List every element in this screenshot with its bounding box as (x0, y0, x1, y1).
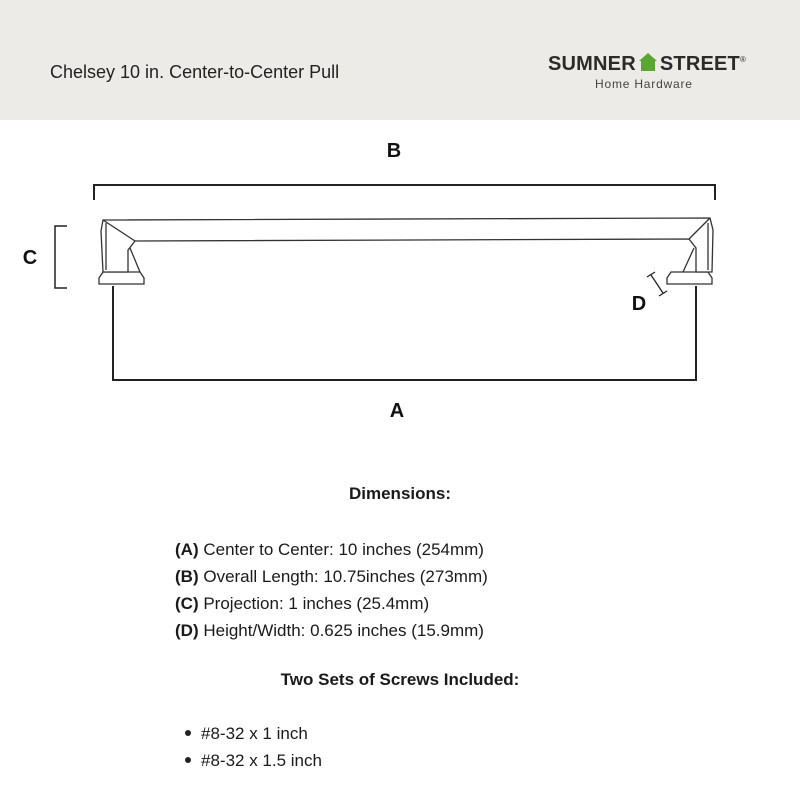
screw-text: #8-32 x 1.5 inch (201, 751, 322, 770)
dimension-b-bracket (94, 185, 715, 200)
dimension-key: (B) (175, 567, 199, 586)
bullet-icon (185, 730, 191, 736)
dimension-text: Projection: 1 inches (25.4mm) (203, 594, 430, 613)
dimension-key: (C) (175, 594, 199, 613)
pull-dimension-diagram (0, 120, 800, 450)
dimension-key: (A) (175, 540, 199, 559)
screws-heading: Two Sets of Screws Included: (280, 670, 520, 689)
dimension-item-d (175, 617, 488, 644)
dimension-text: Center to Center: 10 inches (254mm) (203, 540, 484, 559)
registered-mark: ® (739, 55, 747, 64)
dimension-item-c (175, 590, 488, 617)
screw-text: #8-32 x 1 inch (201, 724, 308, 743)
screw-item (185, 720, 322, 747)
logo-wordmark (548, 52, 746, 78)
dimension-key: (D) (175, 621, 199, 640)
logo-word-left: SUMNER (548, 53, 636, 75)
dimension-c-bracket (55, 226, 67, 288)
label-a: A (389, 400, 405, 422)
dimension-text: Height/Width: 0.625 inches (15.9mm) (203, 621, 484, 640)
label-c: C (22, 247, 38, 269)
house-icon (638, 52, 658, 78)
dimension-item-b (175, 563, 488, 590)
screw-item (185, 747, 322, 774)
label-b: B (386, 140, 402, 162)
screws-list (185, 720, 322, 774)
dimension-item-a (175, 536, 488, 563)
dimension-text: Overall Length: 10.75inches (273mm) (203, 567, 488, 586)
logo-word-right: STREET (659, 53, 740, 75)
pull-handle-drawing (99, 218, 713, 284)
logo-tagline: Home Hardware (595, 77, 693, 91)
label-d: D (631, 293, 647, 315)
dimensions-heading: Dimensions: (348, 484, 452, 503)
dimensions-list (175, 536, 488, 644)
dimension-d-indicator (647, 272, 667, 296)
header-banner (0, 0, 800, 120)
product-title: Chelsey 10 in. Center-to-Center Pull (50, 62, 340, 82)
brand-logo (548, 52, 768, 102)
dimension-a-bracket (113, 286, 696, 380)
bullet-icon (185, 757, 191, 763)
